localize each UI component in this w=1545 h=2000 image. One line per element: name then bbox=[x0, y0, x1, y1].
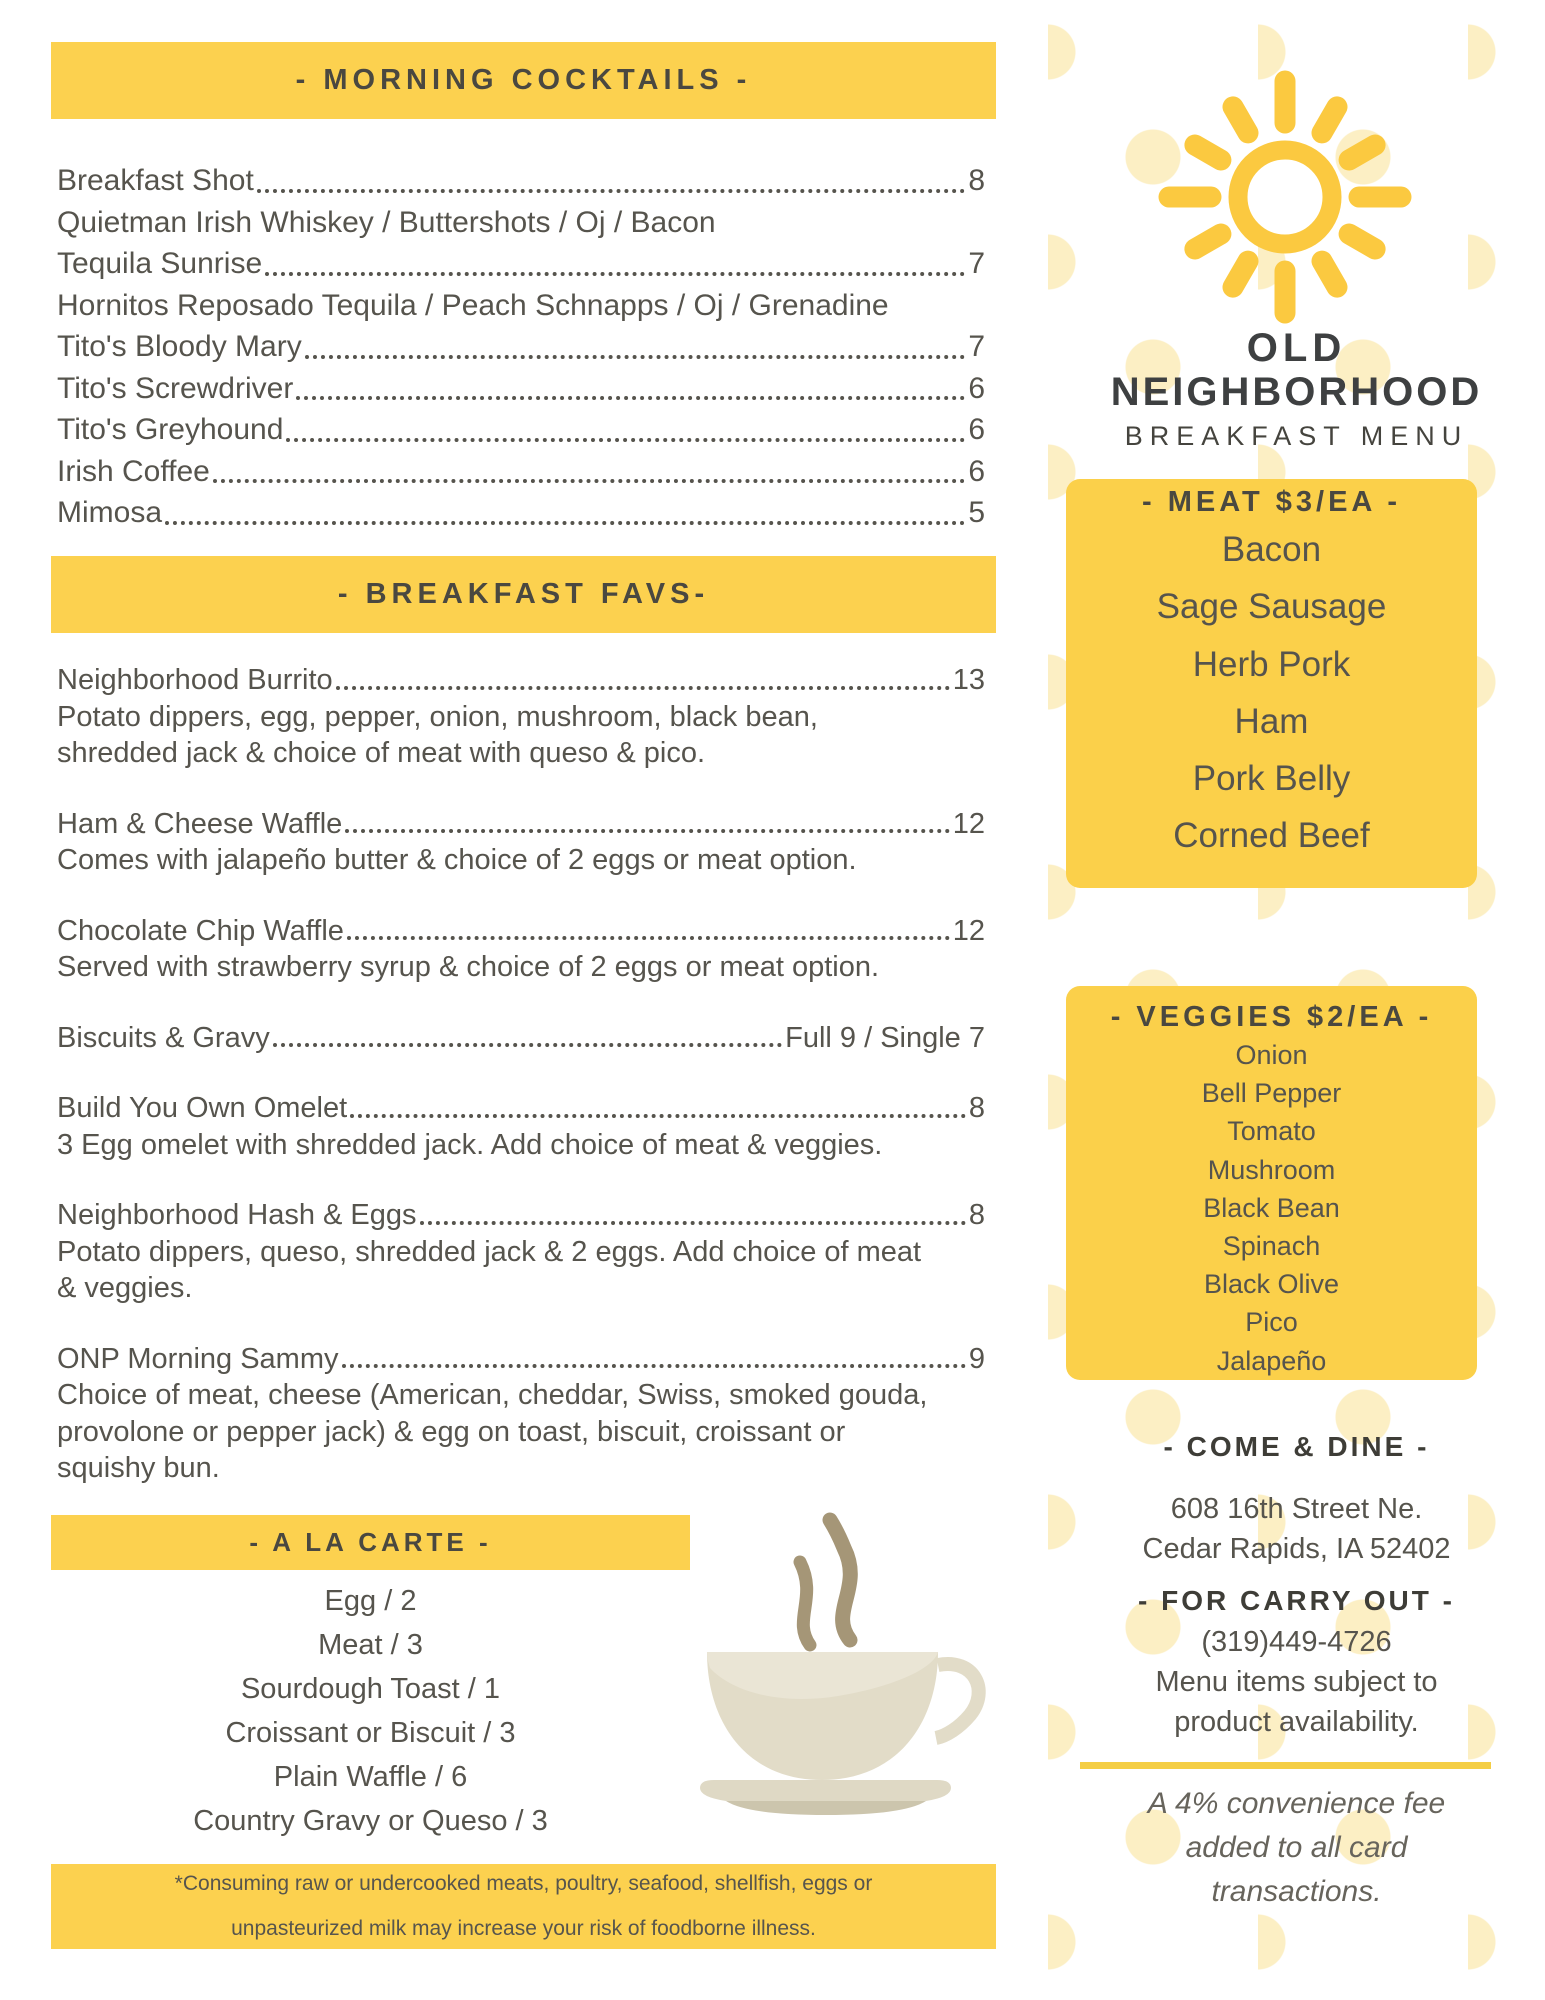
a-la-carte-list bbox=[51, 1579, 690, 1843]
item-description: 3 Egg omelet with shredded jack. Add choice of meat & veggies. bbox=[57, 1128, 883, 1161]
dotted-leader bbox=[265, 272, 965, 276]
morning-cocktails-banner bbox=[51, 42, 996, 119]
item-price: 7 bbox=[968, 330, 985, 363]
brand-line: NEIGHBORHOOD bbox=[1110, 370, 1483, 414]
item-description: & veggies. bbox=[57, 1272, 193, 1304]
item-price: 12 bbox=[952, 807, 985, 840]
a-la-carte-banner bbox=[51, 1515, 690, 1570]
restaurant-brand bbox=[1048, 326, 1545, 452]
menu-item bbox=[57, 662, 985, 772]
item-name: Neighborhood Hash & Eggs bbox=[57, 1199, 417, 1231]
item-description: Served with strawberry syrup & choice of 2 eggs or meat option. bbox=[57, 951, 880, 983]
veggie-item: Spinach bbox=[1222, 1231, 1321, 1262]
item-price: 5 bbox=[968, 496, 985, 529]
menu-row bbox=[57, 662, 985, 699]
a-la-carte-item: Sourdough Toast / 1 bbox=[240, 1673, 501, 1705]
a-la-carte-item: Egg / 2 bbox=[324, 1585, 417, 1617]
veggie-item: Mushroom bbox=[1207, 1154, 1336, 1185]
carry-out-block bbox=[1048, 1622, 1545, 1742]
availability-note: Menu items subject to bbox=[1155, 1666, 1438, 1698]
yellow-divider bbox=[1080, 1762, 1491, 1769]
meat-title: - MEAT $3/EA - bbox=[1141, 486, 1401, 518]
dotted-leader bbox=[345, 829, 949, 833]
disclaimer-line: *Consuming raw or undercooked meats, poultry, seafood, shellfish, eggs or bbox=[174, 1872, 873, 1895]
address-line: Cedar Rapids, IA 52402 bbox=[1142, 1532, 1451, 1565]
item-price: 6 bbox=[968, 413, 985, 446]
menu-row bbox=[57, 160, 985, 202]
cup-handle bbox=[936, 1664, 979, 1738]
menu-row bbox=[57, 1197, 985, 1234]
coffee-cup-icon bbox=[698, 1500, 998, 1830]
morning-cocktails-title: - MORNING COCKTAILS - bbox=[295, 64, 752, 96]
menu-item bbox=[57, 1341, 985, 1487]
item-name: Tito's Bloody Mary bbox=[57, 330, 302, 363]
fee-note-line: A 4% convenience fee bbox=[1147, 1787, 1446, 1820]
disclaimer-line: unpasteurized milk may increase your risk of foodborne illness. bbox=[231, 1917, 816, 1940]
dotted-leader bbox=[336, 686, 950, 690]
item-name: Mimosa bbox=[57, 496, 163, 529]
brand-subtitle: BREAKFAST MENU bbox=[1124, 421, 1469, 451]
dotted-leader bbox=[350, 1114, 966, 1118]
breakfast-favs-list bbox=[57, 662, 985, 1521]
availability-note: product availability. bbox=[1174, 1706, 1419, 1738]
meat-item: Sage Sausage bbox=[1156, 587, 1387, 627]
item-price: 12 bbox=[952, 914, 985, 947]
dotted-leader bbox=[273, 1043, 782, 1047]
item-name: ONP Morning Sammy bbox=[57, 1342, 339, 1375]
item-price: 7 bbox=[968, 247, 985, 280]
brand-line: OLD bbox=[1246, 326, 1347, 370]
dotted-leader bbox=[342, 1364, 966, 1368]
a-la-carte-title: - A LA CARTE - bbox=[249, 1527, 492, 1557]
item-description: Choice of meat, cheese (American, cheddar, Swiss, smoked gouda, bbox=[57, 1379, 928, 1411]
food-safety-disclaimer bbox=[51, 1864, 996, 1949]
dotted-leader bbox=[420, 1221, 966, 1225]
item-description: Comes with jalapeño butter & choice of 2 eggs or meat option. bbox=[57, 844, 857, 876]
item-name: Tito's Screwdriver bbox=[57, 371, 294, 405]
veggie-item: Black Olive bbox=[1203, 1269, 1340, 1300]
item-price: 6 bbox=[968, 454, 985, 488]
item-name: Breakfast Shot bbox=[57, 164, 254, 197]
coffee-cup-illustration bbox=[698, 1500, 998, 1830]
menu-row bbox=[57, 913, 985, 950]
menu-row bbox=[57, 806, 985, 843]
dotted-leader bbox=[257, 189, 966, 193]
item-price: 13 bbox=[952, 664, 985, 696]
item-description: shredded jack & choice of meat with queso & pico. bbox=[57, 737, 706, 769]
item-name: Irish Coffee bbox=[57, 454, 210, 488]
phone-number: (319)449-4726 bbox=[1201, 1626, 1392, 1658]
a-la-carte-item: Croissant or Biscuit / 3 bbox=[225, 1717, 516, 1749]
fee-note-line: added to all card bbox=[1185, 1831, 1408, 1864]
menu-row bbox=[57, 451, 985, 493]
item-name: Tequila Sunrise bbox=[57, 247, 263, 280]
address-line: 608 16th Street Ne. bbox=[1170, 1493, 1423, 1525]
dotted-leader bbox=[286, 438, 965, 442]
item-name: Ham & Cheese Waffle bbox=[57, 807, 343, 840]
veggie-addons-box bbox=[1066, 986, 1477, 1380]
a-la-carte-item: Meat / 3 bbox=[318, 1629, 423, 1661]
saucer bbox=[700, 1780, 951, 1801]
address-block bbox=[1048, 1490, 1545, 1569]
item-price: 9 bbox=[968, 1342, 985, 1375]
item-description: Quietman Irish Whiskey / Buttershots / Oj / Bacon bbox=[57, 205, 716, 239]
saucer-shadow bbox=[726, 1801, 926, 1815]
dotted-leader bbox=[347, 936, 950, 940]
meat-addons-box bbox=[1066, 479, 1477, 888]
item-price: 8 bbox=[968, 1092, 985, 1124]
menu-row bbox=[57, 326, 985, 368]
menu-item bbox=[57, 913, 985, 986]
item-name: Build You Own Omelet bbox=[57, 1092, 348, 1124]
meat-item: Ham bbox=[1234, 701, 1309, 741]
menu-item bbox=[57, 1197, 985, 1307]
meat-item: Pork Belly bbox=[1192, 759, 1351, 799]
item-price: Full 9 / Single 7 bbox=[785, 1021, 985, 1054]
dotted-leader bbox=[305, 355, 966, 359]
steam-icon bbox=[800, 1562, 810, 1645]
dotted-leader bbox=[165, 521, 965, 525]
fee-note-line: transactions. bbox=[1211, 1875, 1382, 1908]
a-la-carte-item: Plain Waffle / 6 bbox=[273, 1761, 468, 1793]
veggie-item: Bell Pepper bbox=[1201, 1078, 1342, 1109]
sun-logo bbox=[1155, 67, 1415, 327]
veggie-item: Onion bbox=[1235, 1040, 1308, 1070]
item-description: Potato dippers, queso, shredded jack & 2 eggs. Add choice of meat bbox=[57, 1235, 922, 1268]
item-name: Tito's Greyhound bbox=[57, 413, 284, 446]
menu-row bbox=[57, 1020, 985, 1057]
item-name: Chocolate Chip Waffle bbox=[57, 914, 344, 947]
menu-row bbox=[57, 1341, 985, 1378]
menu-item bbox=[57, 806, 985, 879]
a-la-carte-item: Country Gravy or Queso / 3 bbox=[193, 1805, 548, 1837]
item-description: squishy bun. bbox=[57, 1452, 220, 1484]
sun-icon bbox=[1155, 67, 1415, 327]
veggie-item: Pico bbox=[1245, 1307, 1298, 1338]
dotted-leader bbox=[213, 479, 965, 483]
meat-item: Herb Pork bbox=[1192, 644, 1351, 684]
meat-item: Corned Beef bbox=[1173, 816, 1370, 856]
item-description: provolone or pepper jack) & egg on toast, biscuit, croissant or bbox=[57, 1415, 846, 1448]
menu-row bbox=[57, 492, 985, 534]
menu-row bbox=[57, 1090, 985, 1127]
menu-row bbox=[57, 243, 985, 285]
menu-row bbox=[57, 368, 985, 410]
item-price: 6 bbox=[968, 371, 985, 405]
carry-out-heading: - FOR CARRY OUT - bbox=[1138, 1585, 1455, 1616]
breakfast-favs-banner bbox=[51, 556, 996, 633]
item-price: 8 bbox=[968, 1199, 985, 1231]
cocktails-list bbox=[57, 160, 985, 534]
veggie-item: Black Bean bbox=[1203, 1192, 1340, 1223]
item-name: Neighborhood Burrito bbox=[57, 664, 333, 696]
veggie-item: Tomato bbox=[1227, 1116, 1316, 1147]
item-description: Potato dippers, egg, pepper, onion, mushroom, black bean, bbox=[57, 700, 818, 733]
veggies-title: - VEGGIES $2/EA - bbox=[1110, 1001, 1433, 1033]
meat-item: Bacon bbox=[1221, 530, 1322, 569]
steam-icon bbox=[830, 1520, 850, 1640]
menu-item bbox=[57, 1090, 985, 1163]
dotted-leader bbox=[296, 396, 965, 400]
convenience-fee-note bbox=[1048, 1782, 1545, 1914]
menu-item bbox=[57, 1020, 985, 1057]
veggie-item: Jalapeño bbox=[1216, 1345, 1327, 1376]
breakfast-favs-title: - BREAKFAST FAVS- bbox=[337, 578, 710, 610]
item-name: Biscuits & Gravy bbox=[57, 1021, 270, 1054]
menu-row bbox=[57, 409, 985, 451]
come-and-dine-heading: - COME & DINE - bbox=[1163, 1431, 1430, 1462]
item-price: 8 bbox=[968, 164, 985, 197]
item-description: Hornitos Reposado Tequila / Peach Schnapps / Oj / Grenadine bbox=[57, 288, 889, 322]
